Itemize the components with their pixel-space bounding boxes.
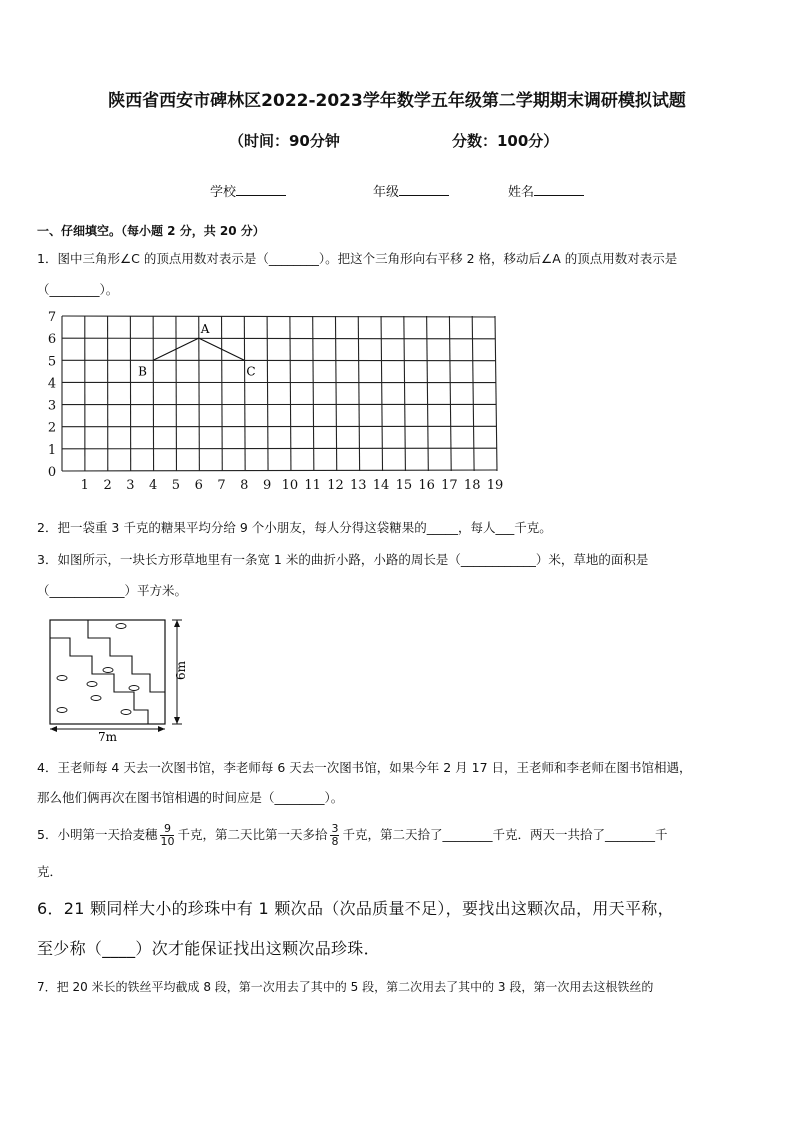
x-axis-tick-label: 17 bbox=[441, 478, 458, 493]
fraction-numerator: 9 bbox=[160, 823, 174, 836]
x-axis-tick-label: 15 bbox=[395, 478, 413, 493]
x-axis-tick-label: 5 bbox=[171, 478, 181, 493]
question-3-line-2: （____________）平方米。 bbox=[37, 583, 188, 598]
point-b-label: B bbox=[138, 364, 147, 379]
grid-vertical-line bbox=[199, 316, 200, 471]
grid-vertical-line bbox=[381, 316, 382, 471]
grass-icon bbox=[121, 710, 131, 715]
question-5-line-1 bbox=[37, 823, 668, 848]
grid-vertical-line bbox=[244, 316, 245, 471]
y-axis-tick-label: 1 bbox=[47, 442, 57, 458]
exam-time: （时间：90分钟 bbox=[229, 132, 340, 150]
grid-horizontal-line bbox=[62, 448, 497, 449]
coordinate-grid-figure bbox=[30, 308, 510, 498]
x-axis-tick-label: 12 bbox=[327, 478, 344, 493]
lawn-path-figure bbox=[42, 612, 192, 742]
exam-score: 分数：100分） bbox=[452, 132, 559, 150]
x-axis-tick-label: 13 bbox=[349, 478, 367, 493]
grade-label: 年级 bbox=[373, 185, 400, 200]
question-6-line-1: 6．21 颗同样大小的珍珠中有 1 颗次品（次品质量不足），要找出这颗次品，用天平称， bbox=[37, 899, 674, 918]
grid-vertical-line bbox=[176, 316, 177, 471]
grade-blank[interactable] bbox=[399, 182, 449, 196]
point-a-label: A bbox=[200, 322, 210, 337]
name-field bbox=[508, 181, 584, 200]
y-axis-tick-label: 5 bbox=[47, 354, 57, 370]
x-axis-tick-label: 16 bbox=[418, 478, 435, 493]
y-axis-tick-label: 4 bbox=[47, 376, 57, 392]
path-inner-edge bbox=[50, 638, 148, 724]
question-1-line-2: （________）。 bbox=[37, 282, 119, 297]
question-4-line-2: 那么他们俩再次在图书馆相遇的时间应是（________）。 bbox=[37, 790, 344, 805]
grid-vertical-line bbox=[313, 316, 314, 471]
grid-vertical-line bbox=[290, 316, 291, 471]
x-axis-tick-label: 8 bbox=[240, 478, 249, 493]
school-field bbox=[210, 181, 286, 200]
question-6-line-2: 至少称（____）次才能保证找出这颗次品珍珠． bbox=[37, 939, 380, 958]
x-axis-tick-label: 4 bbox=[149, 478, 158, 493]
grass-icon bbox=[116, 624, 126, 629]
name-label: 姓名 bbox=[508, 185, 535, 200]
question-7: 7．把 20 米长的铁丝平均截成 8 段，第一次用去了其中的 5 段，第二次用去了其中的 3 段，第一次用去这根铁丝的 bbox=[37, 980, 654, 994]
grass-icon bbox=[57, 708, 67, 713]
section-title: 一、仔细填空。（每小题 2 分，共 20 分） bbox=[37, 224, 265, 238]
x-axis-tick-label: 10 bbox=[281, 478, 299, 493]
grass-icon bbox=[103, 668, 113, 673]
grid-horizontal-line bbox=[62, 338, 495, 339]
height-label: 6m bbox=[174, 660, 188, 680]
grid-vertical-line bbox=[222, 316, 223, 471]
x-axis-tick-label: 7 bbox=[217, 478, 226, 493]
question-5-part-c: 千克，第二天拾了________千克．两天一共拾了________千 bbox=[342, 827, 668, 842]
y-axis-tick-label: 6 bbox=[47, 332, 57, 348]
x-axis-tick-label: 19 bbox=[486, 478, 504, 493]
width-label: 7m bbox=[98, 730, 118, 742]
grass-icon bbox=[87, 682, 97, 687]
fraction-numerator: 3 bbox=[331, 822, 339, 835]
grass-icon bbox=[129, 686, 139, 691]
grass-icons bbox=[57, 624, 139, 715]
question-5-part-a: 5．小明第一天拾麦穗 bbox=[37, 827, 158, 842]
grid-vertical-line bbox=[358, 316, 359, 471]
school-label: 学校 bbox=[210, 185, 237, 200]
x-axis-tick-label: 6 bbox=[194, 478, 203, 493]
grid-horizontal-line bbox=[62, 470, 497, 471]
y-axis-tick-label: 0 bbox=[47, 465, 57, 480]
x-axis-tick-label: 11 bbox=[304, 478, 321, 493]
x-axis-tick-label: 14 bbox=[372, 478, 390, 493]
question-2: 2．把一袋重 3 千克的糖果平均分给 9 个小朋友，每人分得这袋糖果的_____，每人___千克。 bbox=[37, 520, 552, 535]
fraction-three-eighths bbox=[330, 823, 339, 848]
fraction-denominator: 10 bbox=[160, 835, 175, 848]
question-4-line-1: 4．王老师每 4 天去一次图书馆，李老师每 6 天去一次图书馆，如果今年 2 月 17 日，王老师和李老师在图书馆相遇， bbox=[37, 760, 692, 775]
name-blank[interactable] bbox=[534, 182, 584, 196]
school-blank[interactable] bbox=[236, 182, 286, 196]
grass-icon bbox=[57, 676, 67, 681]
y-axis-tick-label: 3 bbox=[47, 398, 57, 414]
question-1-line-1: 1．图中三角形∠C 的顶点用数对表示是（________）。把这个三角形向右平移 2 格，移动后∠A 的顶点用数对表示是 bbox=[37, 251, 678, 266]
x-axis-tick-label: 9 bbox=[262, 478, 272, 493]
grid-vertical-line bbox=[335, 316, 336, 471]
question-5-line-2: 克． bbox=[37, 864, 63, 879]
grass-icon bbox=[91, 696, 101, 701]
path-outer-edge bbox=[50, 620, 165, 692]
grid-horizontal-line bbox=[62, 316, 495, 317]
x-axis-tick-label: 1 bbox=[80, 478, 89, 493]
fraction-nine-tenths bbox=[160, 823, 174, 848]
x-axis-tick-label: 2 bbox=[103, 478, 112, 493]
y-axis-tick-label: 2 bbox=[47, 420, 57, 436]
grid-vertical-line bbox=[267, 316, 268, 471]
x-axis-tick-label: 3 bbox=[126, 478, 135, 493]
fraction-denominator: 8 bbox=[331, 835, 339, 848]
question-3-line-1: 3．如图所示，一块长方形草地里有一条宽 1 米的曲折小路，小路的周长是（____________）米，草地的面积是 bbox=[37, 552, 649, 567]
grade-field bbox=[373, 181, 449, 200]
y-axis-tick-label: 7 bbox=[47, 310, 57, 325]
point-c-label: C bbox=[246, 364, 256, 379]
question-5-part-b: 千克，第二天比第一天多拾 bbox=[177, 827, 328, 842]
lawn-rectangle bbox=[50, 620, 165, 724]
x-axis-tick-label: 18 bbox=[463, 478, 481, 493]
page-title: 陕西省西安市碑林区2022-2023学年数学五年级第二学期期末调研模拟试题 bbox=[108, 91, 686, 111]
